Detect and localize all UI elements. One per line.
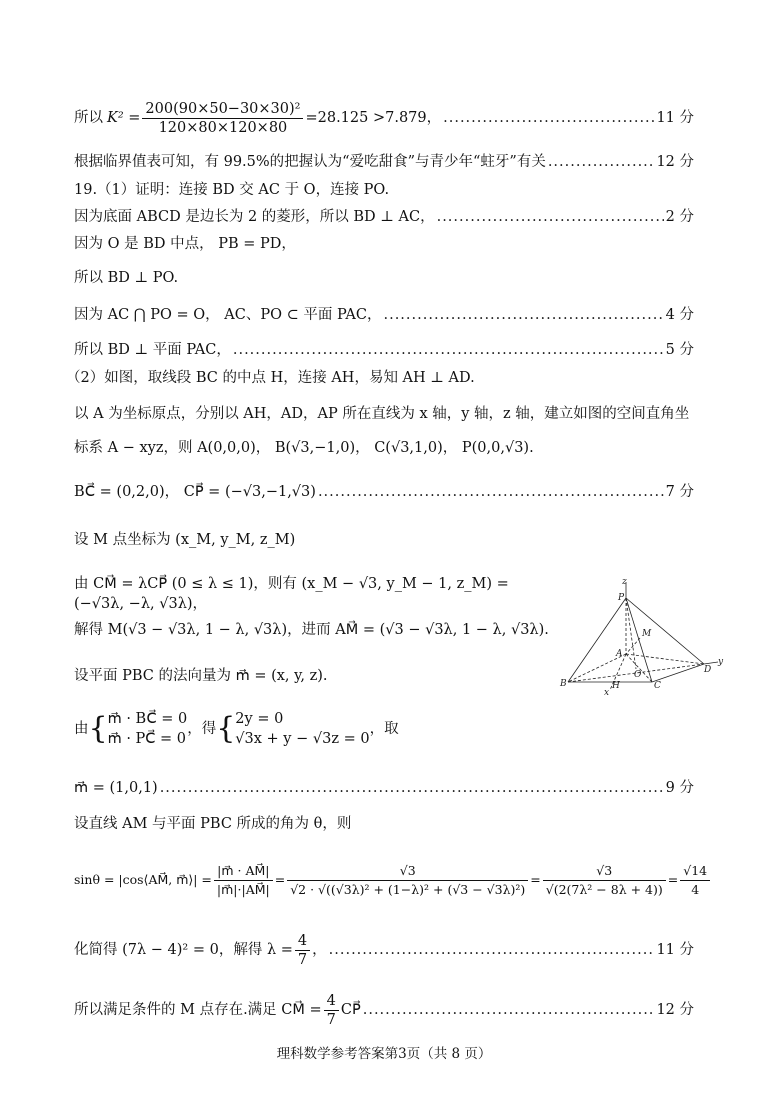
rhombus-line	[74, 207, 694, 227]
equation-stack	[108, 709, 188, 749]
edge-pd	[626, 598, 704, 664]
label-o: O	[634, 670, 642, 680]
fraction-denominator: |m⃗|·|AM⃗|	[216, 881, 270, 897]
equation: √3x + y − √3z = 0	[235, 731, 370, 747]
vectors-line	[74, 482, 694, 502]
text-segment: 根据临界值表可知，有 99.5%的把握认为“爱吃甜食”与青少年“蛀牙”有关	[74, 154, 546, 170]
fraction-numerator: 200(90×50−30×30)²	[142, 100, 303, 119]
y-axis	[704, 662, 718, 664]
conclusion-line	[74, 152, 694, 172]
label-m: M	[642, 629, 652, 639]
leader-dots	[233, 340, 664, 360]
segment-po	[626, 598, 636, 669]
normal-vector-line: 设平面 PBC 的法向量为 m⃗ = (x, y, z).	[74, 668, 328, 684]
leader-dots	[548, 152, 655, 172]
page-footer: 理科数学参考答案第3页（共 8 页）	[276, 1046, 492, 1062]
text-segment: 所以	[74, 110, 103, 126]
fraction-numerator: √3	[287, 862, 528, 881]
fraction-numerator: √3	[543, 862, 666, 881]
label-a: A	[616, 649, 623, 659]
left-brace: {	[88, 711, 108, 746]
score-label: 4 分	[665, 307, 694, 323]
edge-cd	[652, 664, 704, 682]
label-d: D	[704, 665, 712, 675]
text-segment: BC⃗ = (0,2,0)， CP⃗ = (−√3,−1,√3)	[74, 484, 316, 500]
text-segment: CP⃗	[340, 1002, 361, 1018]
final-conclusion-line	[74, 990, 694, 1030]
text-segment: sinθ = |cos⟨AM⃗, m⃗⟩| =	[74, 872, 212, 887]
text-segment: 因为底面 ABCD 是边长为 2 的菱形，所以 BD ⊥ AC，	[74, 209, 435, 225]
edge-ad	[626, 654, 704, 664]
fraction-numerator: 4	[295, 932, 310, 951]
text-segment: =28.125 >7.879，	[305, 110, 442, 126]
label-x: x	[604, 688, 610, 696]
edge-pb	[568, 598, 626, 682]
chi-square-line	[74, 98, 694, 138]
leader-dots	[383, 305, 663, 325]
bd-perp-plane-line	[74, 340, 694, 360]
equation-system-line	[74, 706, 694, 752]
text-segment: m⃗ = (1,0,1)	[74, 780, 158, 796]
points-coordinates-line: 标系 A − xyz，则 A(0,0,0)， B(√3,−1,0)， C(√3,1,0)， P(0,0,√3).	[74, 440, 534, 456]
fraction-numerator: |m⃗ · AM⃗|	[214, 862, 273, 881]
score-label: 2 分	[665, 209, 694, 225]
fraction-numerator: 4	[324, 992, 339, 1011]
q19-part1-line: 19.（1）证明：连接 BD 交 AC 于 O，连接 PO.	[74, 182, 390, 198]
perpendicular-line: 所以 BD ⊥ PO.	[74, 270, 179, 286]
equation-stack	[235, 709, 369, 749]
score-label: 11 分	[656, 942, 694, 958]
leader-dots	[329, 940, 655, 960]
lambda-relation-line: 由 CM⃗ = λCP⃗ (0 ≤ λ ≤ 1)，则有 (x_M − √3, y_M − 1, z_M) = (−√3λ, −λ, √3λ)，	[74, 576, 509, 612]
midpoint-line: 因为 O 是 BD 中点， PB = PD，	[74, 236, 296, 252]
text-segment: 因为 AC ⋂ PO = O， AC、PO ⊂ 平面 PAC，	[74, 307, 382, 323]
fraction-numerator: √14	[680, 862, 710, 881]
coordinate-setup-line: 以 A 为坐标原点，分别以 AH，AD，AP 所在直线为 x 轴，y 轴，z 轴，建立如图的空间直角坐	[74, 406, 690, 422]
equals-sign: =	[530, 872, 541, 887]
label-c: C	[654, 681, 661, 691]
k-squared-label: K² =	[107, 110, 141, 126]
pyramid-figure	[556, 578, 726, 696]
text-segment: 化简得 (7λ − 4)² = 0，解得 λ =	[74, 942, 293, 958]
m-coordinate-line: 设 M 点坐标为 (x_M, y_M, z_M)	[74, 532, 296, 548]
score-label: 7 分	[665, 484, 694, 500]
leader-dots	[363, 1000, 655, 1020]
equals-sign: =	[274, 872, 286, 887]
equation: 2y = 0	[235, 711, 284, 727]
label-y: y	[718, 657, 724, 667]
score-label: 12 分	[656, 1002, 694, 1018]
text-segment: ，取	[369, 721, 399, 737]
score-label: 12 分	[656, 154, 694, 170]
simplify-line	[74, 930, 694, 970]
leader-dots	[443, 108, 654, 128]
angle-definition-line: 设直线 AM 与平面 PBC 所成的角为 θ，则	[74, 816, 352, 832]
left-brace: {	[216, 711, 236, 746]
equation: m⃗ · PC⃗ = 0	[107, 731, 187, 747]
fraction	[543, 862, 666, 899]
solve-m-line: 解得 M(√3 − √3λ, 1 − λ, √3λ)，进而 AM⃗ = (√3 − √3λ, 1 − λ, √3λ).	[74, 622, 549, 638]
equation: m⃗ · BC⃗ = 0	[107, 711, 188, 727]
fraction	[295, 932, 310, 969]
score-label: 11 分	[656, 110, 694, 126]
fraction-denominator: √2 · √((√3λ)² + (1−λ)² + (√3 − √3λ)²)	[290, 881, 526, 897]
text-segment: 由	[74, 721, 89, 737]
fraction-denominator: √(2(7λ² − 8λ + 4))	[545, 881, 663, 897]
score-label: 5 分	[665, 342, 694, 358]
text-segment: 所以满足条件的 M 点存在.满足 CM⃗ =	[74, 1002, 322, 1018]
leader-dots	[437, 207, 664, 227]
text-segment: 所以 BD ⊥ 平面 PAC，	[74, 342, 231, 358]
fraction	[680, 862, 710, 899]
chi-square-fraction	[142, 100, 303, 137]
normal-result-line	[74, 778, 694, 798]
text-segment: ，得	[187, 721, 217, 737]
fraction	[324, 992, 339, 1029]
segment-am	[626, 638, 640, 654]
leader-dots	[160, 778, 664, 798]
label-b: B	[560, 679, 567, 689]
q19-part2-line: （2）如图，取线段 BC 的中点 H，连接 AH，易知 AH ⊥ AD.	[66, 370, 475, 386]
sine-computation-line	[74, 852, 708, 908]
label-h: H	[612, 681, 620, 691]
fraction-denominator: 120×80×120×80	[158, 119, 288, 136]
fraction-denominator: 7	[326, 1011, 336, 1028]
fraction-denominator: 7	[297, 951, 308, 968]
label-z: z	[622, 578, 627, 587]
label-p: P	[618, 593, 625, 603]
intersection-line	[74, 305, 694, 325]
fraction	[287, 862, 528, 899]
fraction	[214, 862, 273, 899]
score-label: 9 分	[665, 780, 694, 796]
text-segment: ，	[312, 942, 327, 958]
fraction-denominator: 4	[691, 881, 700, 897]
equals-sign: =	[667, 872, 679, 887]
leader-dots	[318, 482, 664, 502]
